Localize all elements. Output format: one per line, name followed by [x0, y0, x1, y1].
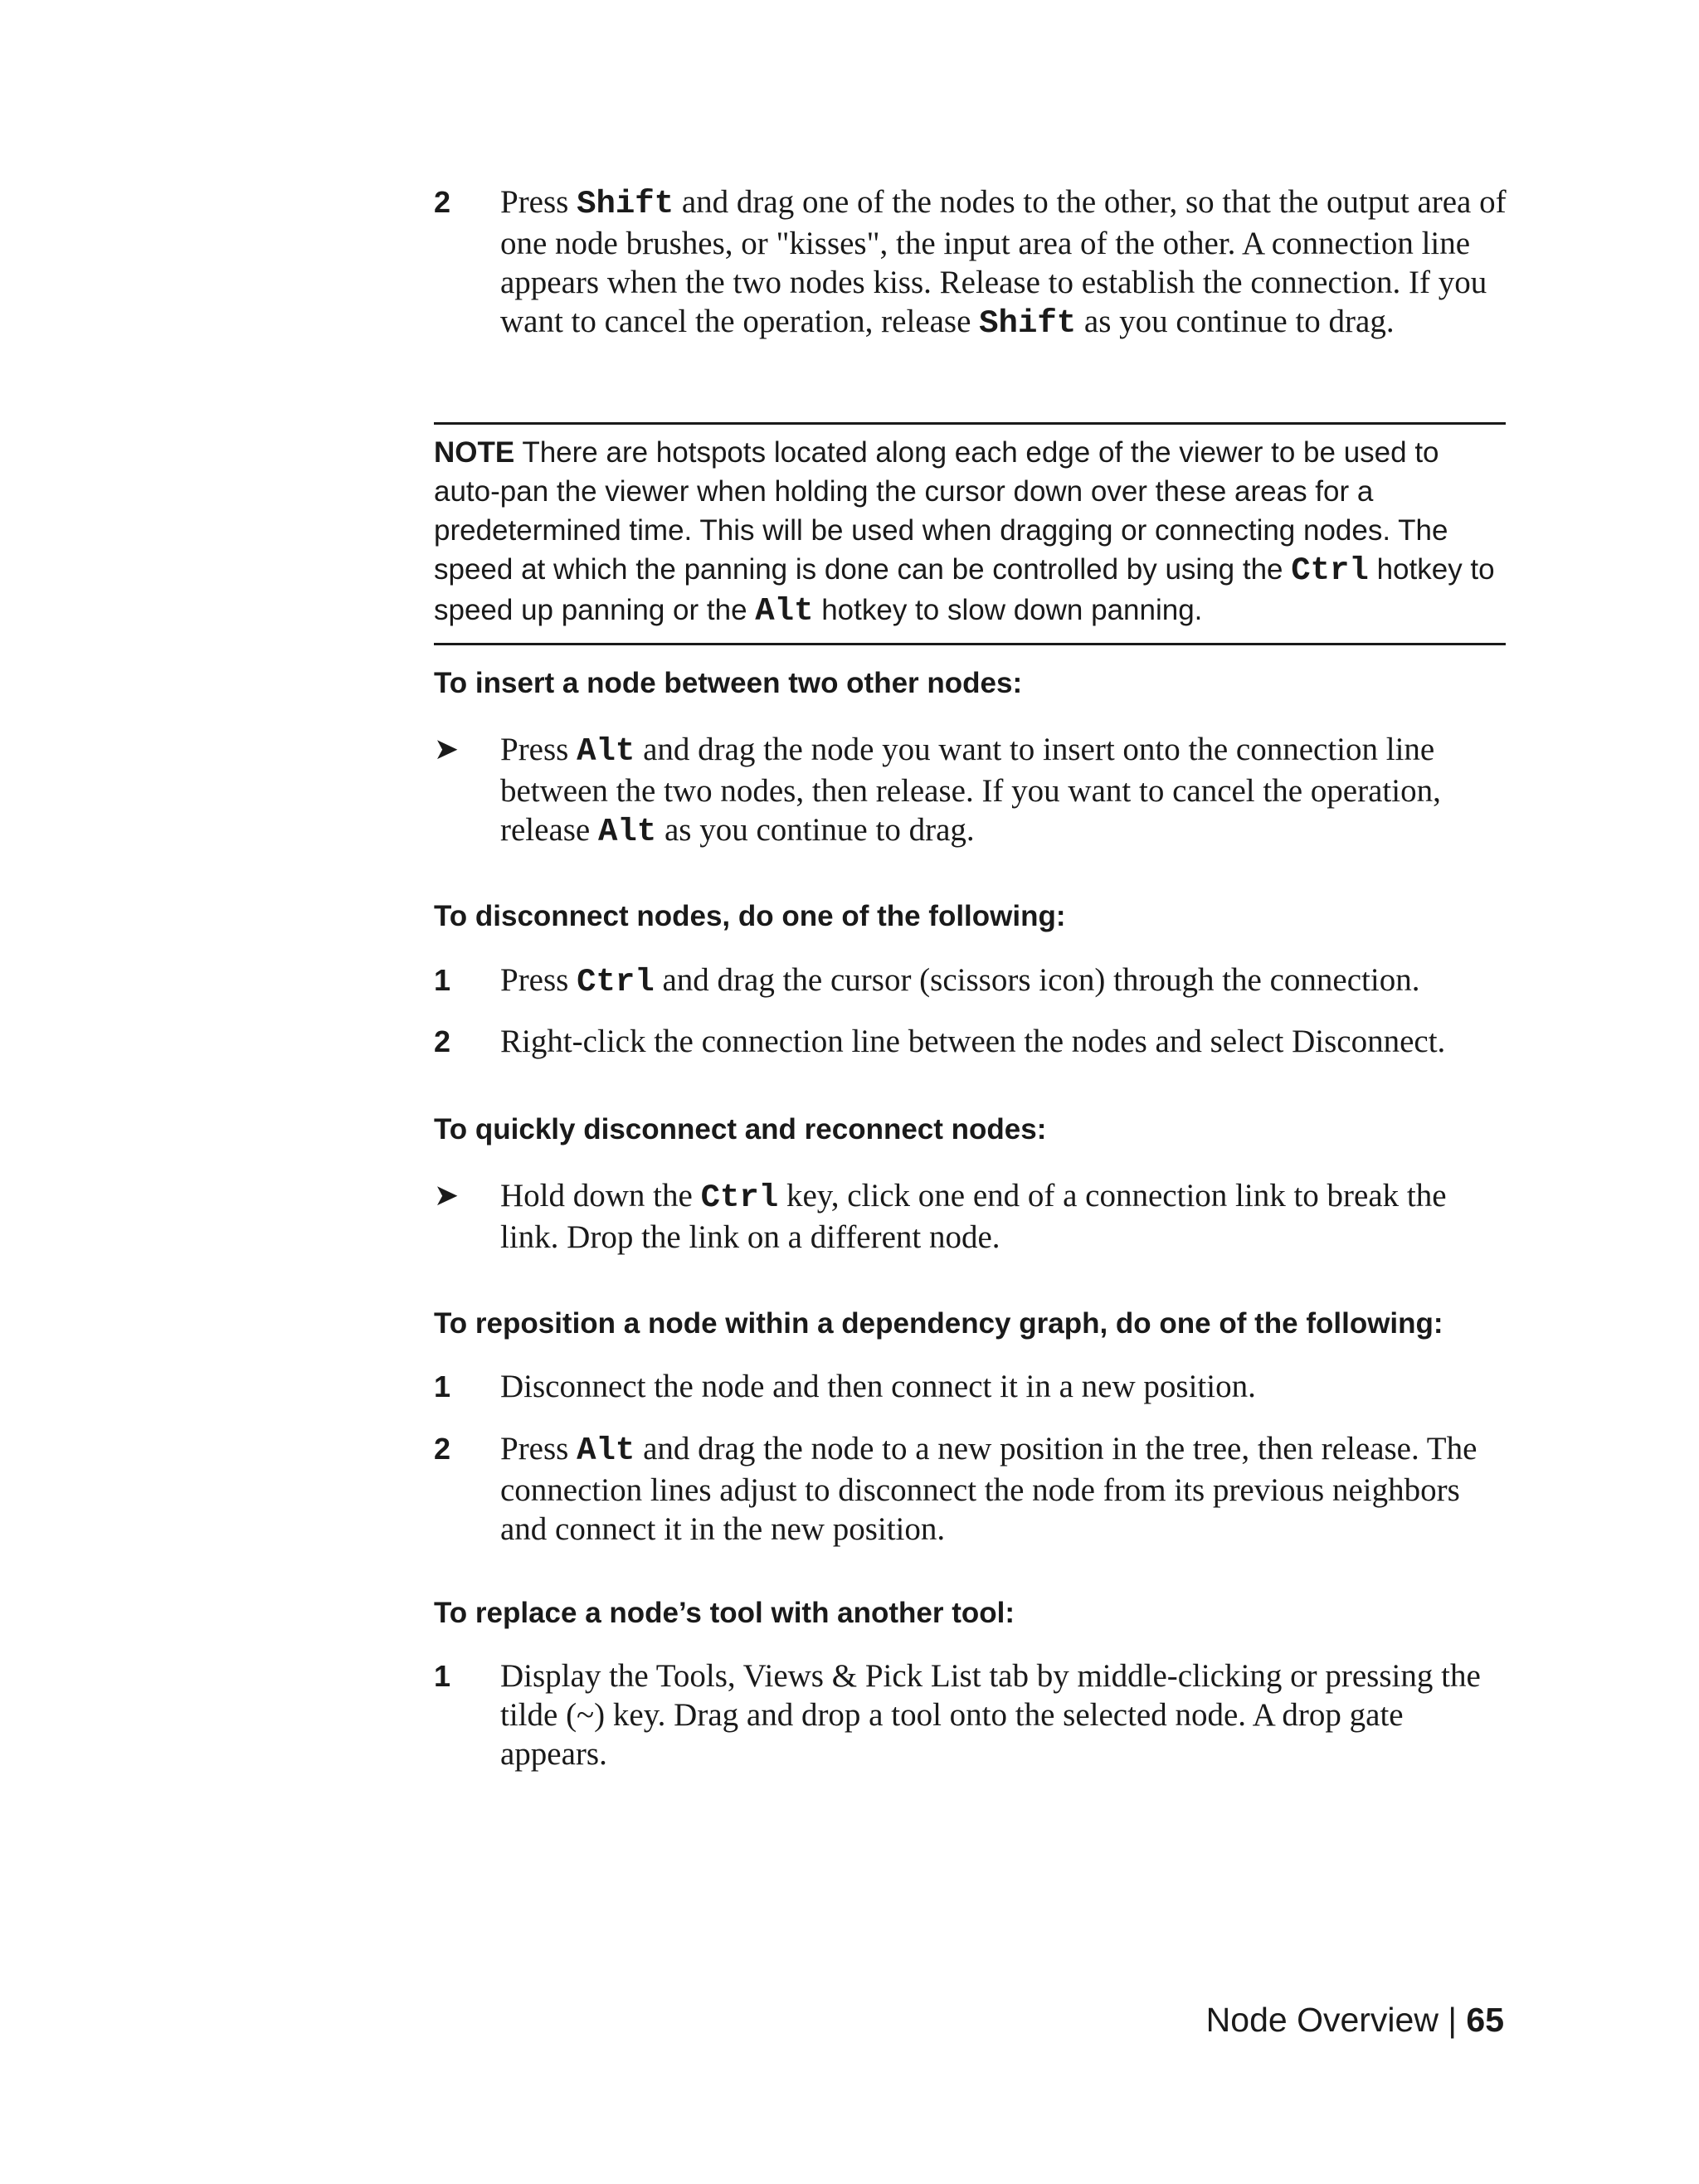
ctrl-key: Ctrl	[1291, 552, 1369, 589]
footer-separator: |	[1438, 2001, 1467, 2039]
note-box: NOTE There are hotspots located along each edge of the viewer to be used to auto-pan the viewer when holding the cursor down over these areas for a predetermined time. This will be used when dragging or connecting nodes. The speed at which the panning is done can be controlled by using the Ctrl hotkey to speed up panning or the Alt hotkey to slow down panning.	[434, 422, 1506, 645]
step-number: 1	[434, 1659, 451, 1693]
step-number: 2	[434, 1024, 451, 1058]
step-text: Press Ctrl and drag the cursor (scissors icon) through the connection.	[500, 962, 1420, 1000]
arrow-bullet-icon: ➤	[434, 732, 460, 766]
step-number: 1	[434, 963, 451, 997]
bullet-text: Press Alt and drag the node you want to insert onto the connection line between the two nodes, then release. If you want to cancel the operation, release Alt as you continue to drag.	[500, 732, 1441, 850]
note-label: NOTE	[434, 436, 515, 469]
ctrl-key: Ctrl	[700, 1180, 779, 1216]
shift-key: Shift	[577, 186, 674, 222]
step-number: 2	[434, 1432, 451, 1466]
step-text: Press Shift and drag one of the nodes to the other, so that the output area of one node brushes, or "kisses", the input area of the other. A connection line appears when the two nodes kiss. Release to establish the connection. If you want to cancel the operation, release Shift as you continue to drag.	[500, 184, 1507, 342]
section-title: Node Overview	[1205, 2001, 1439, 2039]
bullet-text: Hold down the Ctrl key, click one end of a connection link to break the link. Drop the link on a different node.	[500, 1178, 1447, 1255]
arrow-bullet-icon: ➤	[434, 1179, 460, 1213]
alt-key: Alt	[577, 733, 635, 770]
step-text: Display the Tools, Views & Pick List tab by middle-clicking or pressing the tilde (~) key. Drag and drop a tool onto the selected node. A drop gate appears.	[500, 1658, 1481, 1772]
step-text: Right-click the connection line between the nodes and select Disconnect.	[500, 1024, 1446, 1059]
reposition-heading: To reposition a node within a dependency graph, do one of the following:	[434, 1307, 1443, 1340]
step-number: 1	[434, 1369, 451, 1403]
disconnect-heading: To disconnect nodes, do one of the following:	[434, 900, 1066, 932]
shift-key: Shift	[979, 305, 1077, 342]
step-number: 2	[434, 185, 451, 219]
step-text: Disconnect the node and then connect it in a new position.	[500, 1369, 1256, 1404]
alt-key: Alt	[755, 593, 814, 630]
alt-key: Alt	[577, 1432, 635, 1469]
page-number: 65	[1466, 2001, 1504, 2039]
insert-node-heading: To insert a node between two other nodes:	[434, 667, 1023, 699]
step-text: Press Alt and drag the node to a new position in the tree, then release. The connection lines adjust to disconnect the node from its previous neighbors and connect it in the new position.	[500, 1431, 1477, 1547]
quick-disconnect-heading: To quickly disconnect and reconnect nodes:	[434, 1113, 1047, 1146]
page-footer	[1206, 1999, 1504, 2041]
ctrl-key: Ctrl	[577, 964, 655, 1000]
replace-tool-heading: To replace a node’s tool with another tool:	[434, 1597, 1015, 1629]
alt-key: Alt	[598, 814, 657, 850]
